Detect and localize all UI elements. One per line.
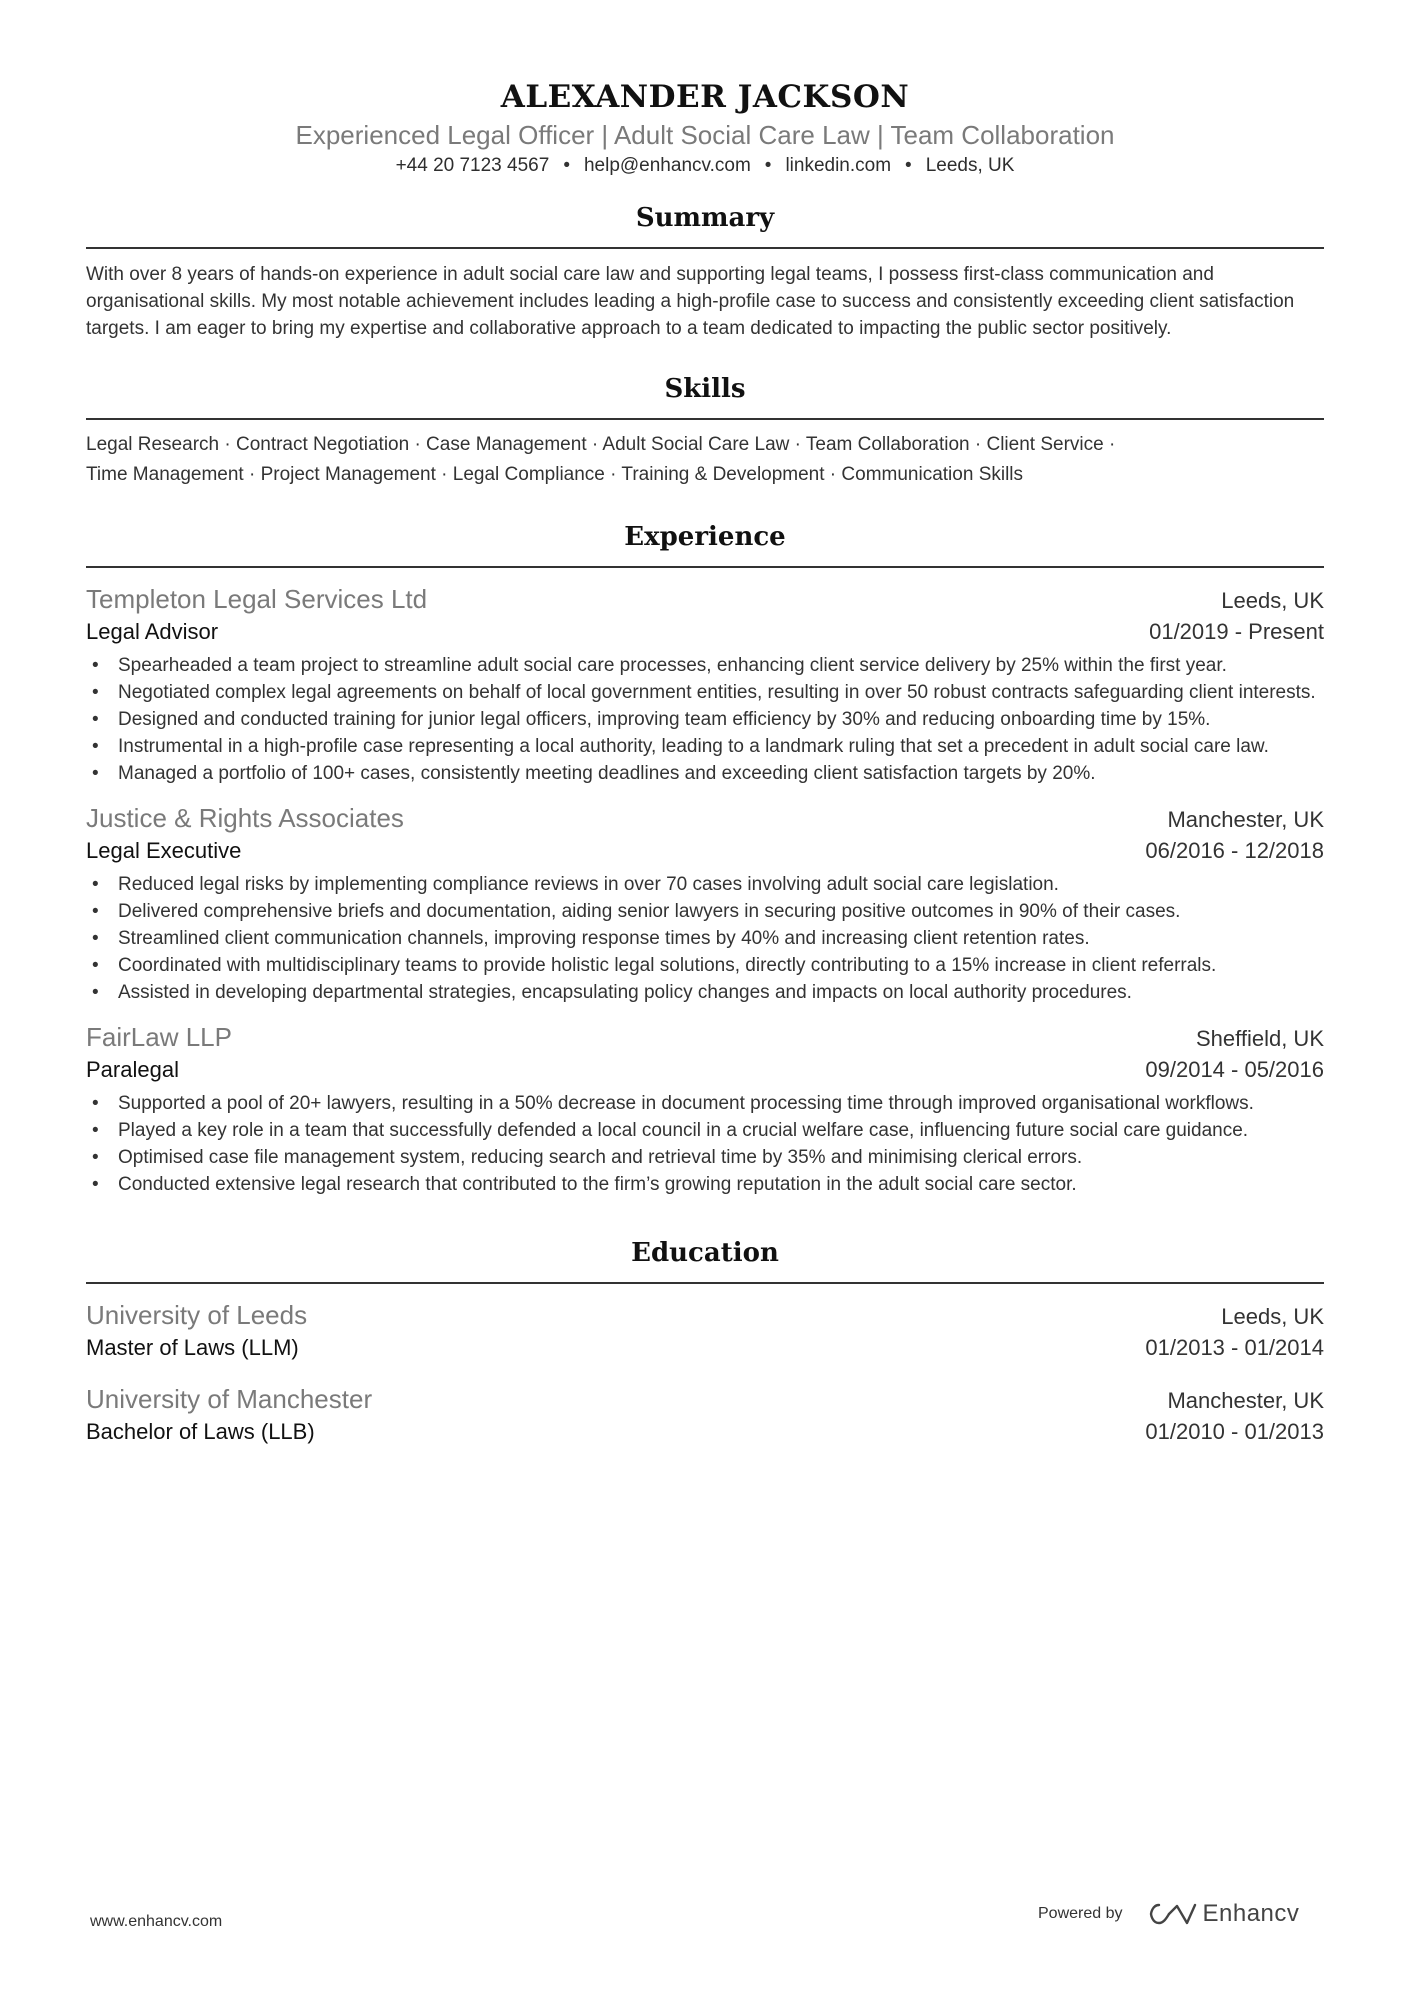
summary-section [86, 201, 1324, 342]
achievement-item: • Supported a pool of 20+ lawyers, resulting in a 50% decrease in document processing time through improved organisational workflows. [86, 1090, 1324, 1117]
summary-text: With over 8 years of hands-on experience in adult social care law and supporting legal teams, I possess first-class communication and organisational skills. My most notable achievement includes leading a high-profile case to success and consistently exceeding client satisfaction targets. I am eager to bring my expertise and collaborative approach to a team dedicated to impacting the public sector positively. [86, 264, 1295, 339]
contact-location: Leeds, UK [925, 155, 1015, 176]
resume-page [86, 0, 1324, 1448]
achievement-item: • Negotiated complex legal agreements on behalf of local government entities, resulting in over 50 robust contracts safeguarding client interests. [86, 679, 1324, 706]
candidate-headline: Experienced Legal Officer | Adult Social Care Law | Team Collaboration [295, 120, 1115, 150]
contact-info [86, 153, 1324, 179]
enhancv-logo-icon [1149, 1901, 1197, 1927]
achievement-list [86, 871, 1324, 1006]
skills-heading: Skills [86, 372, 1324, 420]
school-name: University of Leeds [86, 1300, 308, 1330]
achievement-item: • Designed and conducted training for junior legal officers, improving team efficiency by 30% and reducing onboarding time by 15%. [86, 706, 1324, 733]
company-name: Templeton Legal Services Ltd [86, 584, 428, 614]
skills-list [86, 430, 1324, 490]
linkedin-link[interactable]: linkedin.com [785, 155, 892, 176]
achievement-item: • Managed a portfolio of 100+ cases, consistently meeting deadlines and exceeding client satisfaction targets by 20%. [86, 760, 1324, 787]
achievement-item: • Played a key role in a team that successfully defended a local council in a crucial welfare case, influencing future social care guidance. [86, 1117, 1324, 1144]
experience-section [86, 520, 1324, 1198]
skills-line: Time Management · Project Management · Legal Compliance · Training & Development · Communication Skills [86, 464, 1024, 485]
job-dates: 09/2014 - 05/2016 [1145, 1057, 1324, 1082]
powered-by [1038, 1900, 1299, 1928]
resume-header [86, 0, 1324, 179]
summary-heading: Summary [86, 201, 1324, 249]
powered-by-label: Powered by [1038, 1905, 1123, 1922]
experience-entry [86, 801, 1324, 1006]
achievement-item: • Assisted in developing departmental strategies, encapsulating policy changes and impacts on local authority procedures. [86, 979, 1324, 1006]
enhancv-brand[interactable] [1149, 1900, 1300, 1928]
email-link[interactable]: help@enhancv.com [583, 155, 751, 176]
job-title: Legal Executive [86, 838, 242, 863]
candidate-name: ALEXANDER JACKSON [500, 79, 910, 115]
separator-dot: • [764, 155, 772, 176]
achievement-item: • Instrumental in a high-profile case representing a local authority, leading to a landmark ruling that set a precedent in adult social care law. [86, 733, 1324, 760]
school-location: Leeds, UK [1221, 1304, 1324, 1329]
school-name: University of Manchester [86, 1384, 373, 1414]
achievement-list [86, 1090, 1324, 1198]
education-entry [86, 1298, 1324, 1364]
achievement-list [86, 652, 1324, 787]
achievement-item: • Streamlined client communication channels, improving response times by 40% and increasing client retention rates. [86, 925, 1324, 952]
job-location: Leeds, UK [1221, 588, 1324, 613]
degree-name: Bachelor of Laws (LLB) [86, 1419, 315, 1444]
job-location: Sheffield, UK [1195, 1026, 1324, 1051]
skills-line: Legal Research · Contract Negotiation · Case Management · Adult Social Care Law · Team Collaboration · Client Service · [86, 434, 1116, 455]
experience-entry [86, 1020, 1324, 1198]
job-dates: 01/2019 - Present [1149, 619, 1324, 644]
job-location: Manchester, UK [1167, 807, 1324, 832]
job-dates: 06/2016 - 12/2018 [1145, 838, 1324, 863]
skills-section [86, 372, 1324, 490]
separator-dot: • [563, 155, 570, 176]
achievement-item: • Spearheaded a team project to streamline adult social care processes, enhancing client service delivery by 25% within the first year. [86, 652, 1324, 679]
job-title: Legal Advisor [86, 619, 219, 644]
experience-heading: Experience [86, 520, 1324, 568]
company-name: Justice & Rights Associates [86, 803, 404, 833]
degree-name: Master of Laws (LLM) [86, 1335, 299, 1360]
education-dates: 01/2013 - 01/2014 [1145, 1335, 1324, 1360]
education-heading: Education [86, 1236, 1324, 1284]
company-name: FairLaw LLP [86, 1022, 232, 1052]
achievement-item: • Optimised case file management system, reducing search and retrieval time by 35% and minimising clerical errors. [86, 1144, 1324, 1171]
brand-name: Enhancv [1202, 1900, 1300, 1927]
separator-dot: • [905, 155, 912, 176]
achievement-item: • Coordinated with multidisciplinary teams to provide holistic legal solutions, directly contributing to a 15% increase in client referrals. [86, 952, 1324, 979]
school-location: Manchester, UK [1167, 1388, 1324, 1413]
achievement-item: • Reduced legal risks by implementing compliance reviews in over 70 cases involving adult social care legislation. [86, 871, 1324, 898]
education-dates: 01/2010 - 01/2013 [1145, 1419, 1324, 1444]
education-entry [86, 1382, 1324, 1448]
education-section [86, 1236, 1324, 1448]
job-title: Paralegal [86, 1057, 179, 1082]
achievement-item: • Delivered comprehensive briefs and documentation, aiding senior lawyers in securing positive outcomes in 90% of their cases. [86, 898, 1324, 925]
phone-number: +44 20 7123 4567 [395, 155, 550, 176]
experience-entry [86, 582, 1324, 787]
footer-website[interactable]: www.enhancv.com [90, 1913, 223, 1930]
achievement-item: • Conducted extensive legal research that contributed to the firm’s growing reputation in the adult social care sector. [86, 1171, 1324, 1198]
